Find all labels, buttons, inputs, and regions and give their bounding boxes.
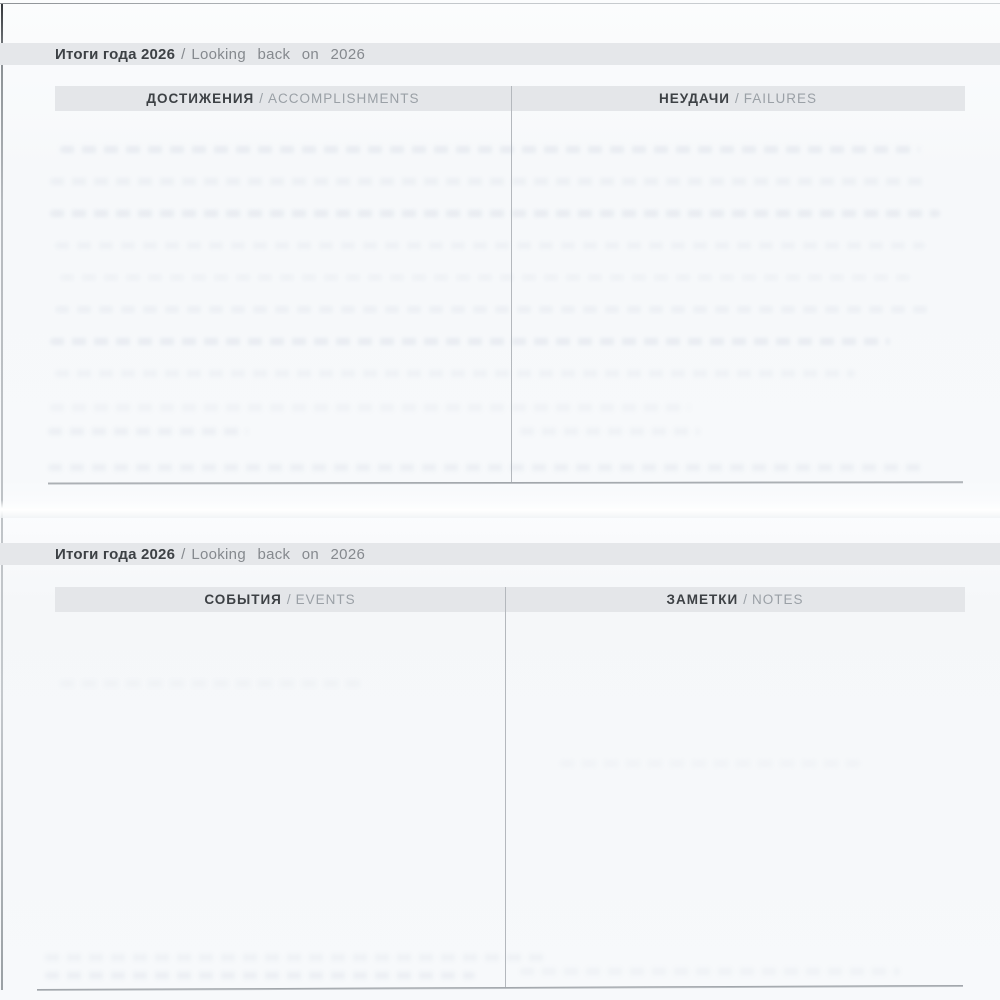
column-label-separator: / bbox=[743, 592, 747, 607]
column-header-failures bbox=[511, 86, 965, 111]
column-label-en: EVENTS bbox=[295, 592, 356, 607]
column-header-events bbox=[55, 587, 505, 612]
showthrough-artifact bbox=[55, 370, 855, 377]
column-label-en: ACCOMPLISHMENTS bbox=[268, 91, 420, 106]
column-header-notes bbox=[505, 587, 965, 612]
showthrough-artifact bbox=[50, 178, 930, 185]
title-separator: / bbox=[181, 45, 186, 63]
showthrough-artifact bbox=[60, 680, 360, 687]
column-label-ru: СОБЫТИЯ bbox=[204, 592, 282, 607]
column-label-en: NOTES bbox=[751, 592, 804, 607]
section-title-year-review-1 bbox=[0, 43, 1000, 65]
showthrough-artifact bbox=[48, 428, 248, 435]
showthrough-artifact bbox=[60, 146, 920, 153]
showthrough-artifact bbox=[55, 306, 935, 313]
column-label-ru: ДОСТИЖЕНИЯ bbox=[146, 91, 255, 106]
title-separator: / bbox=[181, 545, 186, 563]
section-title-en: Looking back on 2026 bbox=[191, 45, 366, 63]
showthrough-artifact bbox=[50, 338, 890, 345]
section-title-year-review-2 bbox=[0, 543, 1000, 565]
table-header-row-2 bbox=[55, 587, 965, 612]
column-label-ru: ЗАМЕТКИ bbox=[666, 592, 739, 607]
section-title-ru: Итоги года 2026 bbox=[55, 45, 176, 63]
showthrough-artifact bbox=[50, 210, 940, 217]
table-column-divider bbox=[505, 587, 506, 988]
scan-edge-left bbox=[1, 4, 3, 990]
section-title-ru: Итоги года 2026 bbox=[55, 545, 176, 563]
showthrough-artifact bbox=[520, 428, 700, 435]
showthrough-artifact bbox=[520, 968, 900, 975]
table-bottom-rule bbox=[48, 481, 963, 484]
showthrough-artifact bbox=[50, 404, 690, 411]
showthrough-artifact bbox=[560, 760, 860, 767]
showthrough-artifact bbox=[48, 464, 928, 471]
section-title-en: Looking back on 2026 bbox=[191, 545, 366, 563]
showthrough-artifact bbox=[55, 242, 925, 249]
showthrough-artifact bbox=[45, 954, 545, 961]
scan-edge-top bbox=[0, 3, 1000, 4]
column-label-en: FAILURES bbox=[743, 91, 818, 106]
table-header-row-1 bbox=[55, 86, 965, 111]
table-bottom-rule bbox=[37, 985, 963, 991]
page-seam bbox=[0, 500, 1000, 518]
column-label-ru: НЕУДАЧИ bbox=[658, 91, 730, 106]
column-label-separator: / bbox=[734, 91, 739, 106]
column-label-separator: / bbox=[259, 91, 264, 106]
showthrough-artifact bbox=[45, 972, 475, 979]
column-header-accomplishments bbox=[55, 86, 511, 111]
showthrough-artifact bbox=[60, 274, 910, 281]
column-label-separator: / bbox=[286, 592, 291, 607]
